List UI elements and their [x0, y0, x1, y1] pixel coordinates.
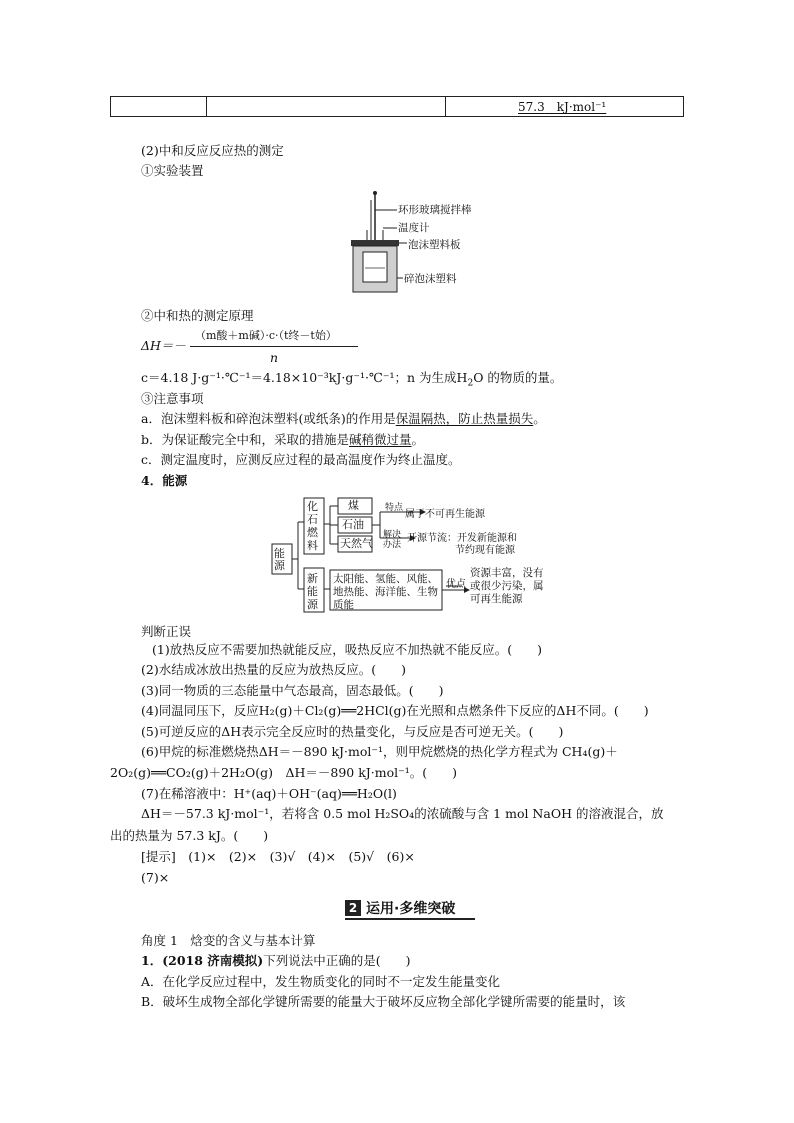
new-energy-list-3: 质能 [333, 599, 354, 611]
specific-heat-line: c＝4.18 J·g⁻¹·℃⁻¹＝4.18×10⁻³kJ·g⁻¹·℃⁻¹；n 为生成$H_2O$ 的物质的量。 [141, 370, 563, 389]
formula-numerator: （m酸＋m碱）·c·（t终－t始） [195, 329, 337, 342]
judge-q2: (2)水结成冰放出热量的反应为放热反应。( ) [141, 662, 406, 677]
table-cell [111, 97, 207, 117]
fraction-bar [190, 346, 358, 347]
solve-label: 解决办法 [383, 530, 402, 550]
hint-line2: (7)× [141, 870, 170, 885]
principle-heading: ②中和热的测定原理 [141, 308, 254, 323]
table-cell [446, 97, 684, 117]
neutralization-value: 57.3 kJ·mol⁻¹ [518, 100, 607, 114]
question-1: 1．(2018 济南模拟)下列说法中正确的是( ) [141, 953, 411, 968]
energy-heading: 4．能源 [141, 473, 188, 488]
judge-q5: (5)可逆反应的ΔH表示完全反应时的热量变化，与反应是否可逆无关。( ) [141, 724, 564, 739]
diagram-label-stirrer: 环形玻璃搅拌棒 [398, 204, 472, 216]
section-number-badge: 2 [345, 900, 361, 916]
judge-q7-line2: ΔH＝－57.3 kJ·mol⁻¹，若将含 0.5 mol H₂SO₄的浓硫酸与含 1 mol NaOH 的溶液混合，放 [141, 806, 664, 821]
new-energy-list-2: 地热能、海洋能、生物 [333, 586, 438, 598]
feature-text: 属于不可再生能源 [405, 509, 485, 520]
section-underline [345, 918, 475, 920]
feature-label: 特点 [385, 503, 404, 513]
judge-q6-line2: 2O₂(g)══CO₂(g)＋2H₂O(g) ΔH＝－890 kJ·mol⁻¹。( ) [110, 765, 458, 780]
advantage-label: 优点 [446, 579, 466, 590]
hint-line1: [提示] (1)× (2)× (3)√ (4)× (5)√ (6)× [141, 849, 415, 864]
reaction-heat-table [110, 96, 684, 117]
solve-text-2: 节约现有能源 [455, 545, 515, 556]
option-b: B．破坏生成物全部化学键所需要的能量大于破坏反应物全部化学键所需要的能量时，该 [141, 994, 626, 1009]
diagram-label-thermometer: 温度计 [398, 222, 430, 234]
judge-q7-line3: 出的热量为 57.3 kJ。( ) [110, 828, 269, 843]
new-energy-node: 新能源 [307, 572, 318, 611]
judge-q4: (4)同温同压下，反应H₂(g)＋Cl₂(g)══2HCl(g)在光照和点燃条件下反应的ΔH不同。( ) [141, 703, 649, 718]
formula-denominator: n [270, 350, 279, 365]
section-title: 运用·多维突破 [366, 901, 456, 917]
advantage-text-1: 资源丰富，没有 [470, 567, 544, 579]
judge-q7-line1: (7)在稀溶液中：H⁺(aq)＋OH⁻(aq)══H₂O(l) [141, 786, 397, 801]
diagram-label-foam-pieces: 碎泡沫塑料 [404, 273, 457, 285]
solve-text-1: 开源节流：开发新能源和 [407, 533, 517, 544]
judge-q3: (3)同一物质的三态能量中气态最高，固态最低。( ) [141, 683, 444, 698]
note-a: a．泡沫塑料板和碎泡沫塑料(或纸条)的作用是保温隔热，防止热量损失。 [141, 411, 546, 426]
judge-q6-line1: (6)甲烷的标准燃烧热ΔH＝－890 kJ·mol⁻¹，则甲烷燃烧的热化学方程式为 CH₄(g)＋ [141, 744, 618, 759]
angle-heading: 角度 1 焓变的含义与基本计算 [141, 933, 316, 948]
judge-q1: (1)放热反应不需要加热就能反应，吸热反应不加热就不能反应。( ) [152, 642, 542, 657]
apparatus-heading: ①实验装置 [141, 163, 204, 178]
option-a: A．在化学反应过程中，发生物质变化的同时不一定发生能量变化 [141, 974, 501, 989]
new-energy-list-1: 太阳能、氢能、风能、 [333, 573, 438, 585]
fossil-fuel-node: 化石燃料 [307, 500, 318, 552]
note-b: b．为保证酸完全中和，采取的措施是碱稍微过量。 [141, 432, 425, 447]
fossil-item-oil: 石油 [342, 518, 364, 531]
notes-heading: ③注意事项 [141, 391, 204, 406]
fossil-item-gas: 天然气 [340, 537, 373, 550]
formula-lhs: ΔH＝－ [141, 338, 186, 353]
judge-title: 判断正误 [141, 624, 192, 639]
fossil-item-coal: 煤 [348, 499, 359, 512]
section-heading: (2)中和反应反应热的测定 [141, 143, 284, 158]
section-header [345, 898, 455, 918]
root-node: 能源 [274, 547, 285, 572]
note-c: c．测定温度时，应测反应过程的最高温度作为终止温度。 [141, 452, 461, 467]
diagram-label-foam-board: 泡沫塑料板 [408, 239, 461, 251]
advantage-text-3: 可再生能源 [470, 593, 523, 605]
table-cell [207, 97, 446, 117]
advantage-text-2: 或很少污染，属 [470, 580, 544, 592]
